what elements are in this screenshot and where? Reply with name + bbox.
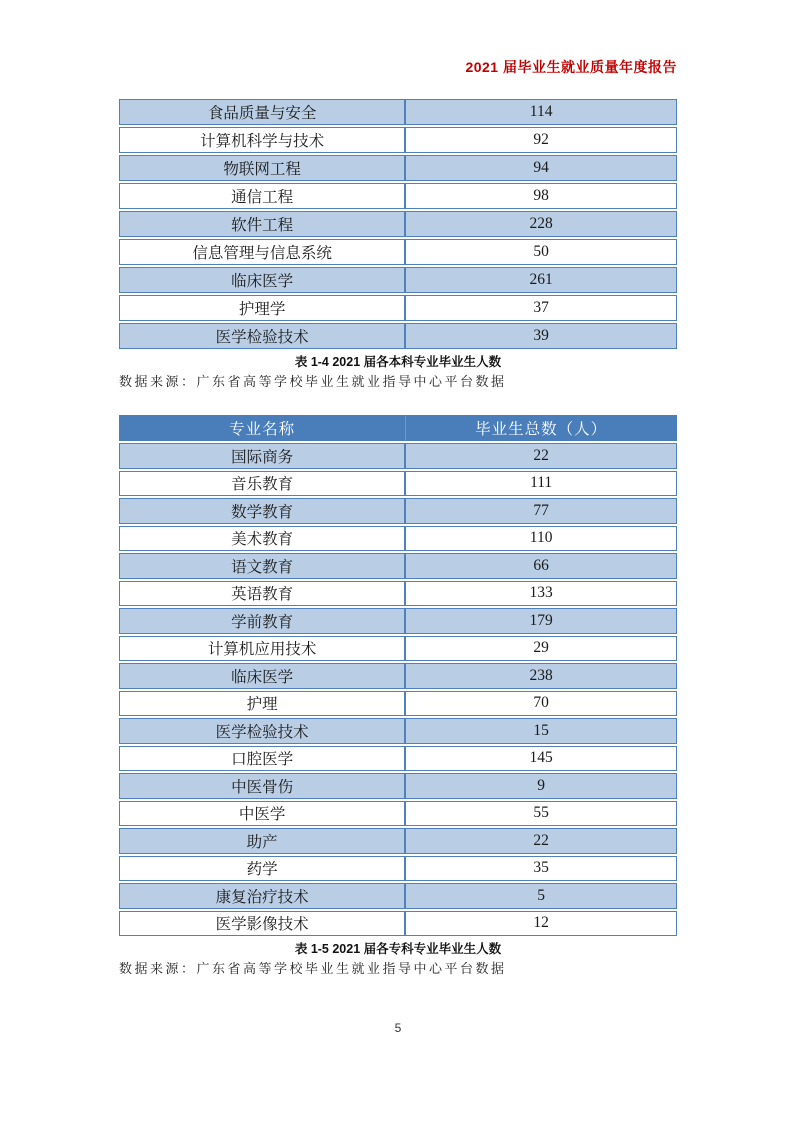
major-cell: 康复治疗技术 xyxy=(119,883,405,909)
count-cell: 98 xyxy=(405,183,677,209)
table-row xyxy=(119,211,677,237)
count-cell: 29 xyxy=(405,636,677,662)
count-cell: 133 xyxy=(405,581,677,607)
table-row xyxy=(119,581,677,607)
table-row xyxy=(119,773,677,799)
count-cell: 179 xyxy=(405,608,677,634)
table-row xyxy=(119,883,677,909)
table-row xyxy=(119,608,677,634)
major-cell: 美术教育 xyxy=(119,526,405,552)
major-cell: 食品质量与安全 xyxy=(119,99,405,125)
major-cell: 临床医学 xyxy=(119,663,405,689)
table-row xyxy=(119,526,677,552)
table-1-4-caption: 表 1-4 2021 届各本科专业毕业生人数 xyxy=(294,355,502,369)
major-cell: 学前教育 xyxy=(119,608,405,634)
table-row xyxy=(119,553,677,579)
major-cell: 医学检验技术 xyxy=(119,323,405,349)
table-row xyxy=(119,183,677,209)
vocational-majors-table-body xyxy=(119,443,677,936)
major-cell: 医学影像技术 xyxy=(119,911,405,937)
table-header-row xyxy=(119,415,677,441)
major-cell: 口腔医学 xyxy=(119,746,405,772)
count-cell: 114 xyxy=(405,99,677,125)
count-cell: 92 xyxy=(405,127,677,153)
count-cell: 35 xyxy=(405,856,677,882)
major-cell: 护理学 xyxy=(119,295,405,321)
count-cell: 238 xyxy=(405,663,677,689)
table-row xyxy=(119,155,677,181)
count-cell: 39 xyxy=(405,323,677,349)
count-cell: 22 xyxy=(405,443,677,469)
table-row xyxy=(119,99,677,125)
count-cell: 111 xyxy=(405,471,677,497)
count-cell: 70 xyxy=(405,691,677,717)
count-cell: 12 xyxy=(405,911,677,937)
major-cell: 软件工程 xyxy=(119,211,405,237)
undergrad-majors-table-body xyxy=(119,99,677,349)
major-cell: 国际商务 xyxy=(119,443,405,469)
count-cell: 15 xyxy=(405,718,677,744)
table-row xyxy=(119,498,677,524)
table-row xyxy=(119,443,677,469)
count-cell: 66 xyxy=(405,553,677,579)
major-cell: 计算机科学与技术 xyxy=(119,127,405,153)
page-content xyxy=(119,0,677,1035)
major-cell: 药学 xyxy=(119,856,405,882)
major-cell: 数学教育 xyxy=(119,498,405,524)
table-row xyxy=(119,295,677,321)
table-row xyxy=(119,801,677,827)
vocational-majors-table-header xyxy=(119,415,677,441)
count-cell: 110 xyxy=(405,526,677,552)
major-cell: 英语教育 xyxy=(119,581,405,607)
table-row xyxy=(119,267,677,293)
table-row xyxy=(119,746,677,772)
major-cell: 临床医学 xyxy=(119,267,405,293)
table-row xyxy=(119,718,677,744)
count-cell: 77 xyxy=(405,498,677,524)
count-cell: 5 xyxy=(405,883,677,909)
table-row xyxy=(119,828,677,854)
count-cell: 94 xyxy=(405,155,677,181)
table-row xyxy=(119,663,677,689)
page-number: 5 xyxy=(394,1021,402,1035)
count-cell: 55 xyxy=(405,801,677,827)
table-row xyxy=(119,636,677,662)
count-cell: 9 xyxy=(405,773,677,799)
major-cell: 通信工程 xyxy=(119,183,405,209)
table-row xyxy=(119,691,677,717)
major-cell: 信息管理与信息系统 xyxy=(119,239,405,265)
major-cell: 医学检验技术 xyxy=(119,718,405,744)
table-1-4-data-source-note: 数据来源：广东省高等学校毕业生就业指导中心平台数据 xyxy=(119,374,507,389)
major-cell: 计算机应用技术 xyxy=(119,636,405,662)
report-header-title: 2021 届毕业生就业质量年度报告 xyxy=(465,59,677,75)
major-cell: 护理 xyxy=(119,691,405,717)
count-cell: 145 xyxy=(405,746,677,772)
count-column-header: 毕业生总数（人） xyxy=(405,415,677,441)
table-1-5-data-source-note: 数据来源：广东省高等学校毕业生就业指导中心平台数据 xyxy=(119,961,507,976)
undergrad-majors-table xyxy=(119,97,677,351)
table-row xyxy=(119,239,677,265)
table-row xyxy=(119,127,677,153)
major-column-header: 专业名称 xyxy=(119,415,405,441)
major-cell: 语文教育 xyxy=(119,553,405,579)
table-row xyxy=(119,856,677,882)
vocational-majors-table xyxy=(119,413,677,938)
major-cell: 音乐教育 xyxy=(119,471,405,497)
count-cell: 228 xyxy=(405,211,677,237)
major-cell: 物联网工程 xyxy=(119,155,405,181)
count-cell: 261 xyxy=(405,267,677,293)
table-row xyxy=(119,323,677,349)
count-cell: 50 xyxy=(405,239,677,265)
table-row xyxy=(119,471,677,497)
table-1-5-caption: 表 1-5 2021 届各专科专业毕业生人数 xyxy=(294,942,502,956)
major-cell: 中医学 xyxy=(119,801,405,827)
major-cell: 中医骨伤 xyxy=(119,773,405,799)
count-cell: 22 xyxy=(405,828,677,854)
major-cell: 助产 xyxy=(119,828,405,854)
table-row xyxy=(119,911,677,937)
count-cell: 37 xyxy=(405,295,677,321)
